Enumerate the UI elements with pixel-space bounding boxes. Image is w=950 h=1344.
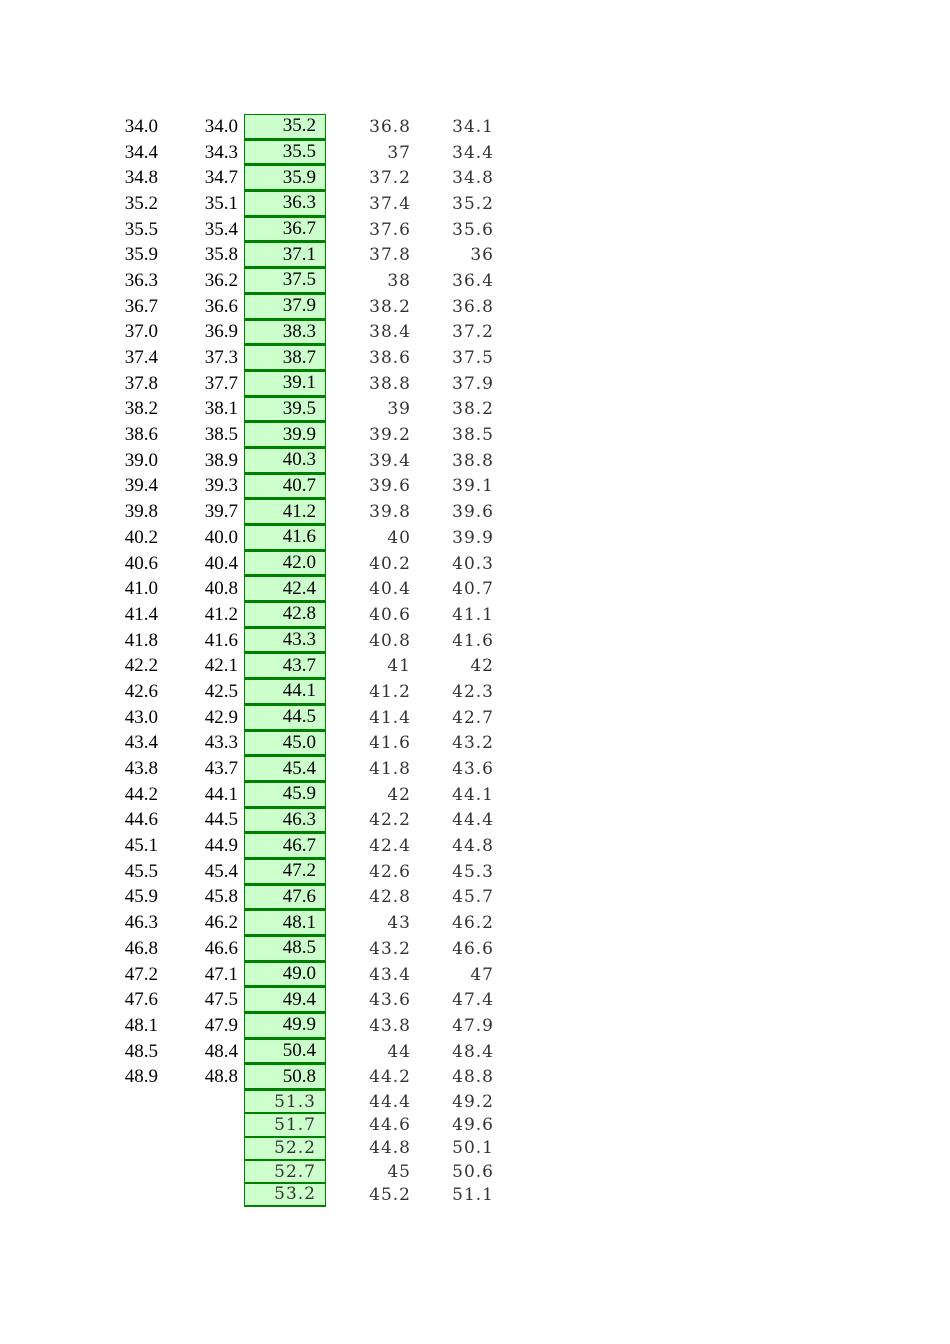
- table-row: [0, 679, 600, 705]
- table-row: [0, 397, 600, 423]
- highlighted-cell[interactable]: 45.9: [244, 782, 326, 808]
- table-cell[interactable]: 47.2: [124, 963, 158, 985]
- table-cell[interactable]: 37.4: [124, 347, 158, 369]
- highlighted-cell[interactable]: 38.7: [244, 345, 326, 371]
- table-cell[interactable]: 40.2: [369, 553, 411, 574]
- table-row: [0, 294, 600, 320]
- highlighted-cell[interactable]: 51.3: [244, 1090, 326, 1113]
- highlighted-cell[interactable]: 37.9: [244, 294, 326, 320]
- table-row: [0, 422, 600, 448]
- table-cell[interactable]: 34.8: [124, 167, 158, 189]
- table-cell[interactable]: 36: [470, 245, 494, 266]
- table-cell[interactable]: 42.6: [369, 861, 411, 882]
- table-row: [0, 1137, 600, 1160]
- table-row: [0, 705, 600, 731]
- table-cell[interactable]: 36.8: [452, 296, 494, 317]
- highlighted-cell[interactable]: 39.5: [244, 397, 326, 423]
- table-cell[interactable]: 47.6: [124, 989, 158, 1011]
- table-row: [0, 1160, 600, 1183]
- table-row: [0, 345, 600, 371]
- table-cell[interactable]: 45.4: [204, 860, 238, 882]
- highlighted-cell[interactable]: 50.8: [244, 1064, 326, 1090]
- table-row: [0, 859, 600, 885]
- table-cell[interactable]: 39.4: [369, 450, 411, 471]
- table-cell[interactable]: 43.3: [204, 732, 238, 754]
- table-cell[interactable]: 39.8: [124, 501, 158, 523]
- table-cell[interactable]: 42.1: [204, 655, 238, 677]
- table-cell[interactable]: 35.2: [452, 193, 494, 214]
- highlighted-cell[interactable]: 42.0: [244, 551, 326, 577]
- highlighted-cell[interactable]: 47.6: [244, 885, 326, 911]
- table-cell[interactable]: 47.9: [452, 1015, 494, 1036]
- table-cell[interactable]: 34.8: [452, 168, 494, 189]
- highlighted-cell[interactable]: 45.4: [244, 756, 326, 782]
- table-cell[interactable]: 44.1: [204, 783, 238, 805]
- table-cell[interactable]: 49.2: [452, 1091, 494, 1112]
- table-cell[interactable]: 38.5: [204, 424, 238, 446]
- table-row: [0, 1064, 600, 1090]
- highlighted-cell[interactable]: 43.7: [244, 653, 326, 679]
- table-cell[interactable]: 39.4: [124, 475, 158, 497]
- table-cell[interactable]: 38.8: [369, 373, 411, 394]
- table-cell[interactable]: 44.4: [369, 1091, 411, 1112]
- table-cell[interactable]: 43.2: [369, 938, 411, 959]
- table-cell[interactable]: 44.8: [452, 836, 494, 857]
- table-cell[interactable]: 43.8: [369, 1015, 411, 1036]
- table-cell[interactable]: 48.5: [124, 1040, 158, 1062]
- highlighted-cell[interactable]: 46.3: [244, 808, 326, 834]
- table-row: [0, 628, 600, 654]
- highlighted-cell[interactable]: 48.1: [244, 910, 326, 936]
- table-cell[interactable]: 41.2: [204, 603, 238, 625]
- table-cell[interactable]: 47.4: [452, 990, 494, 1011]
- table-cell[interactable]: 41.6: [369, 733, 411, 754]
- table-cell[interactable]: 34.4: [452, 142, 494, 163]
- table-cell[interactable]: 35.6: [452, 219, 494, 240]
- table-cell[interactable]: 40.2: [124, 526, 158, 548]
- table-cell[interactable]: 42: [387, 784, 411, 805]
- table-cell[interactable]: 41.6: [204, 629, 238, 651]
- table-cell[interactable]: 47: [470, 964, 494, 985]
- highlighted-cell[interactable]: 46.7: [244, 833, 326, 859]
- table-cell[interactable]: 40.4: [369, 579, 411, 600]
- highlighted-cell[interactable]: 49.4: [244, 987, 326, 1013]
- table-cell[interactable]: 47.5: [204, 989, 238, 1011]
- highlighted-cell[interactable]: 43.3: [244, 628, 326, 654]
- table-cell[interactable]: 35.8: [204, 244, 238, 266]
- table-cell[interactable]: 43.4: [124, 732, 158, 754]
- table-cell[interactable]: 44.8: [369, 1138, 411, 1159]
- table-cell[interactable]: 36.2: [204, 269, 238, 291]
- table-cell[interactable]: 43.4: [369, 964, 411, 985]
- table-cell[interactable]: 44: [387, 1041, 411, 1062]
- table-cell[interactable]: 45.3: [452, 861, 494, 882]
- table-cell[interactable]: 45.7: [452, 887, 494, 908]
- table-cell[interactable]: 42.6: [124, 680, 158, 702]
- table-cell[interactable]: 41: [387, 656, 411, 677]
- table-cell[interactable]: 34.4: [124, 141, 158, 163]
- table-cell[interactable]: 50.1: [452, 1138, 494, 1159]
- table-cell[interactable]: 46.6: [204, 937, 238, 959]
- highlighted-cell[interactable]: 51.7: [244, 1113, 326, 1136]
- table-cell[interactable]: 40: [387, 527, 411, 548]
- highlighted-cell[interactable]: 52.2: [244, 1137, 326, 1160]
- table-cell[interactable]: 39.6: [369, 476, 411, 497]
- table-cell[interactable]: 46.6: [452, 938, 494, 959]
- table-row: [0, 936, 600, 962]
- table-row: [0, 1183, 600, 1206]
- table-cell[interactable]: 39.2: [369, 425, 411, 446]
- table-cell[interactable]: 36.8: [369, 116, 411, 137]
- table-cell[interactable]: 47.1: [204, 963, 238, 985]
- table-cell[interactable]: 38.6: [124, 424, 158, 446]
- table-row: [0, 885, 600, 911]
- table-cell[interactable]: 34.1: [452, 116, 494, 137]
- highlighted-cell[interactable]: 52.7: [244, 1160, 326, 1183]
- table-row: [0, 1090, 600, 1113]
- table-cell[interactable]: 41.4: [124, 603, 158, 625]
- table-cell[interactable]: 39.3: [204, 475, 238, 497]
- table-cell[interactable]: 36.3: [124, 269, 158, 291]
- table-cell[interactable]: 34.0: [204, 115, 238, 137]
- highlighted-cell[interactable]: 40.3: [244, 448, 326, 474]
- table-cell[interactable]: 41.2: [369, 681, 411, 702]
- table-cell[interactable]: 42.9: [204, 706, 238, 728]
- spreadsheet-grid: [0, 114, 600, 1207]
- table-cell[interactable]: 40.4: [204, 552, 238, 574]
- table-cell[interactable]: 37.2: [369, 168, 411, 189]
- table-cell[interactable]: 36.9: [204, 321, 238, 343]
- table-cell[interactable]: 49.6: [452, 1115, 494, 1136]
- table-row: [0, 782, 600, 808]
- table-row: [0, 833, 600, 859]
- table-row: [0, 242, 600, 268]
- table-cell[interactable]: 35.2: [124, 192, 158, 214]
- table-cell[interactable]: 39.9: [452, 527, 494, 548]
- table-cell[interactable]: 44.9: [204, 835, 238, 857]
- table-cell[interactable]: 44.2: [369, 1067, 411, 1088]
- highlighted-cell[interactable]: 53.2: [244, 1183, 326, 1206]
- table-cell[interactable]: 46.2: [452, 913, 494, 934]
- table-cell[interactable]: 37.2: [452, 322, 494, 343]
- table-cell[interactable]: 43.6: [369, 990, 411, 1011]
- table-cell[interactable]: 42.2: [124, 655, 158, 677]
- table-cell[interactable]: 37.3: [204, 347, 238, 369]
- table-cell[interactable]: 41.8: [124, 629, 158, 651]
- table-cell[interactable]: 39.0: [124, 449, 158, 471]
- table-cell[interactable]: 46.8: [124, 937, 158, 959]
- table-cell[interactable]: 38.9: [204, 449, 238, 471]
- highlighted-cell[interactable]: 36.3: [244, 191, 326, 217]
- table-row: [0, 114, 600, 140]
- table-cell[interactable]: 43.7: [204, 758, 238, 780]
- table-cell[interactable]: 48.4: [452, 1041, 494, 1062]
- table-cell[interactable]: 50.6: [452, 1161, 494, 1182]
- table-cell[interactable]: 41.8: [369, 759, 411, 780]
- table-cell[interactable]: 37: [387, 142, 411, 163]
- table-cell[interactable]: 44.5: [204, 809, 238, 831]
- table-row: [0, 602, 600, 628]
- table-cell[interactable]: 42.3: [452, 681, 494, 702]
- highlighted-cell[interactable]: 42.8: [244, 602, 326, 628]
- table-cell[interactable]: 38.8: [452, 450, 494, 471]
- table-row: [0, 576, 600, 602]
- table-cell[interactable]: 40.8: [369, 630, 411, 651]
- highlighted-cell[interactable]: 37.1: [244, 242, 326, 268]
- table-row: [0, 551, 600, 577]
- table-cell[interactable]: 39: [387, 399, 411, 420]
- table-cell[interactable]: 45: [387, 1161, 411, 1182]
- table-row: [0, 756, 600, 782]
- table-cell[interactable]: 38.2: [452, 399, 494, 420]
- table-cell[interactable]: 42.4: [369, 836, 411, 857]
- table-row: [0, 1113, 600, 1136]
- table-cell[interactable]: 44.6: [369, 1115, 411, 1136]
- table-cell[interactable]: 44.1: [452, 784, 494, 805]
- table-cell[interactable]: 48.4: [204, 1040, 238, 1062]
- highlighted-cell[interactable]: 45.0: [244, 731, 326, 757]
- table-cell[interactable]: 40.7: [452, 579, 494, 600]
- table-cell[interactable]: 48.1: [124, 1014, 158, 1036]
- table-row: [0, 962, 600, 988]
- table-cell[interactable]: 48.9: [124, 1066, 158, 1088]
- table-cell[interactable]: 46.3: [124, 912, 158, 934]
- highlighted-cell[interactable]: 50.4: [244, 1039, 326, 1065]
- highlighted-cell[interactable]: 36.7: [244, 217, 326, 243]
- table-cell[interactable]: 34.0: [124, 115, 158, 137]
- table-cell[interactable]: 44.4: [452, 810, 494, 831]
- table-row: [0, 217, 600, 243]
- highlighted-cell[interactable]: 49.9: [244, 1013, 326, 1039]
- table-cell[interactable]: 38.1: [204, 398, 238, 420]
- table-cell[interactable]: 38.2: [124, 398, 158, 420]
- table-row: [0, 808, 600, 834]
- table-cell[interactable]: 42.8: [369, 887, 411, 908]
- table-row: [0, 525, 600, 551]
- table-cell[interactable]: 37.4: [369, 193, 411, 214]
- highlighted-cell[interactable]: 38.3: [244, 320, 326, 346]
- table-cell[interactable]: 42: [470, 656, 494, 677]
- table-row: [0, 165, 600, 191]
- table-cell[interactable]: 37.8: [369, 245, 411, 266]
- table-row: [0, 140, 600, 166]
- table-cell[interactable]: 38.5: [452, 425, 494, 446]
- highlighted-cell[interactable]: 42.4: [244, 576, 326, 602]
- highlighted-cell[interactable]: 40.7: [244, 474, 326, 500]
- table-cell[interactable]: 43: [387, 913, 411, 934]
- table-cell[interactable]: 44.2: [124, 783, 158, 805]
- table-cell[interactable]: 41.1: [452, 604, 494, 625]
- table-cell[interactable]: 41.0: [124, 578, 158, 600]
- table-cell[interactable]: 39.8: [369, 502, 411, 523]
- highlighted-cell[interactable]: 39.1: [244, 371, 326, 397]
- highlighted-cell[interactable]: 35.5: [244, 140, 326, 166]
- table-cell[interactable]: 38.6: [369, 348, 411, 369]
- table-cell[interactable]: 45.9: [124, 886, 158, 908]
- highlighted-cell[interactable]: 44.1: [244, 679, 326, 705]
- table-cell[interactable]: 39.6: [452, 502, 494, 523]
- table-cell[interactable]: 48.8: [204, 1066, 238, 1088]
- table-row: [0, 653, 600, 679]
- table-cell[interactable]: 43.6: [452, 759, 494, 780]
- highlighted-cell[interactable]: 41.2: [244, 499, 326, 525]
- table-cell[interactable]: 44.6: [124, 809, 158, 831]
- table-cell[interactable]: 37.7: [204, 372, 238, 394]
- table-cell[interactable]: 36.7: [124, 295, 158, 317]
- table-cell[interactable]: 34.7: [204, 167, 238, 189]
- table-row: [0, 448, 600, 474]
- table-cell[interactable]: 41.4: [369, 707, 411, 728]
- table-cell[interactable]: 45.5: [124, 860, 158, 882]
- table-cell[interactable]: 39.7: [204, 501, 238, 523]
- table-cell[interactable]: 37.9: [452, 373, 494, 394]
- highlighted-cell[interactable]: 39.9: [244, 422, 326, 448]
- table-row: [0, 1039, 600, 1065]
- highlighted-cell[interactable]: 44.5: [244, 705, 326, 731]
- table-cell[interactable]: 35.9: [124, 244, 158, 266]
- table-cell[interactable]: 43.0: [124, 706, 158, 728]
- table-cell[interactable]: 45.8: [204, 886, 238, 908]
- table-row: [0, 987, 600, 1013]
- table-cell[interactable]: 37.0: [124, 321, 158, 343]
- table-cell[interactable]: 35.5: [124, 218, 158, 240]
- table-cell[interactable]: 35.1: [204, 192, 238, 214]
- table-row: [0, 191, 600, 217]
- highlighted-cell[interactable]: 37.5: [244, 268, 326, 294]
- table-cell[interactable]: 43.8: [124, 758, 158, 780]
- highlighted-cell[interactable]: 47.2: [244, 859, 326, 885]
- table-row: [0, 1013, 600, 1039]
- table-row: [0, 371, 600, 397]
- table-row: [0, 474, 600, 500]
- highlighted-cell[interactable]: 35.2: [244, 114, 326, 140]
- table-cell[interactable]: 34.3: [204, 141, 238, 163]
- table-cell[interactable]: 51.1: [452, 1184, 494, 1205]
- highlighted-cell[interactable]: 41.6: [244, 525, 326, 551]
- table-cell[interactable]: 45.2: [369, 1184, 411, 1205]
- table-cell[interactable]: 37.5: [452, 348, 494, 369]
- table-cell[interactable]: 45.1: [124, 835, 158, 857]
- table-cell[interactable]: 40.3: [452, 553, 494, 574]
- table-row: [0, 910, 600, 936]
- table-row: [0, 268, 600, 294]
- table-cell[interactable]: 46.2: [204, 912, 238, 934]
- table-cell[interactable]: 40.6: [124, 552, 158, 574]
- table-cell[interactable]: 40.6: [369, 604, 411, 625]
- table-cell[interactable]: 38: [387, 270, 411, 291]
- table-cell[interactable]: 42.7: [452, 707, 494, 728]
- table-cell[interactable]: 36.6: [204, 295, 238, 317]
- table-row: [0, 731, 600, 757]
- table-cell[interactable]: 41.6: [452, 630, 494, 651]
- table-cell[interactable]: 43.2: [452, 733, 494, 754]
- table-cell[interactable]: 35.4: [204, 218, 238, 240]
- table-cell[interactable]: 40.0: [204, 526, 238, 548]
- highlighted-cell[interactable]: 48.5: [244, 936, 326, 962]
- table-cell[interactable]: 42.2: [369, 810, 411, 831]
- table-cell[interactable]: 37.6: [369, 219, 411, 240]
- highlighted-cell[interactable]: 49.0: [244, 962, 326, 988]
- table-row: [0, 320, 600, 346]
- table-cell[interactable]: 38.4: [369, 322, 411, 343]
- highlighted-cell[interactable]: 35.9: [244, 165, 326, 191]
- table-cell[interactable]: 39.1: [452, 476, 494, 497]
- table-cell[interactable]: 37.8: [124, 372, 158, 394]
- table-cell[interactable]: 47.9: [204, 1014, 238, 1036]
- table-cell[interactable]: 42.5: [204, 680, 238, 702]
- table-cell[interactable]: 36.4: [452, 270, 494, 291]
- table-row: [0, 499, 600, 525]
- table-cell[interactable]: 38.2: [369, 296, 411, 317]
- table-cell[interactable]: 48.8: [452, 1067, 494, 1088]
- table-cell[interactable]: 40.8: [204, 578, 238, 600]
